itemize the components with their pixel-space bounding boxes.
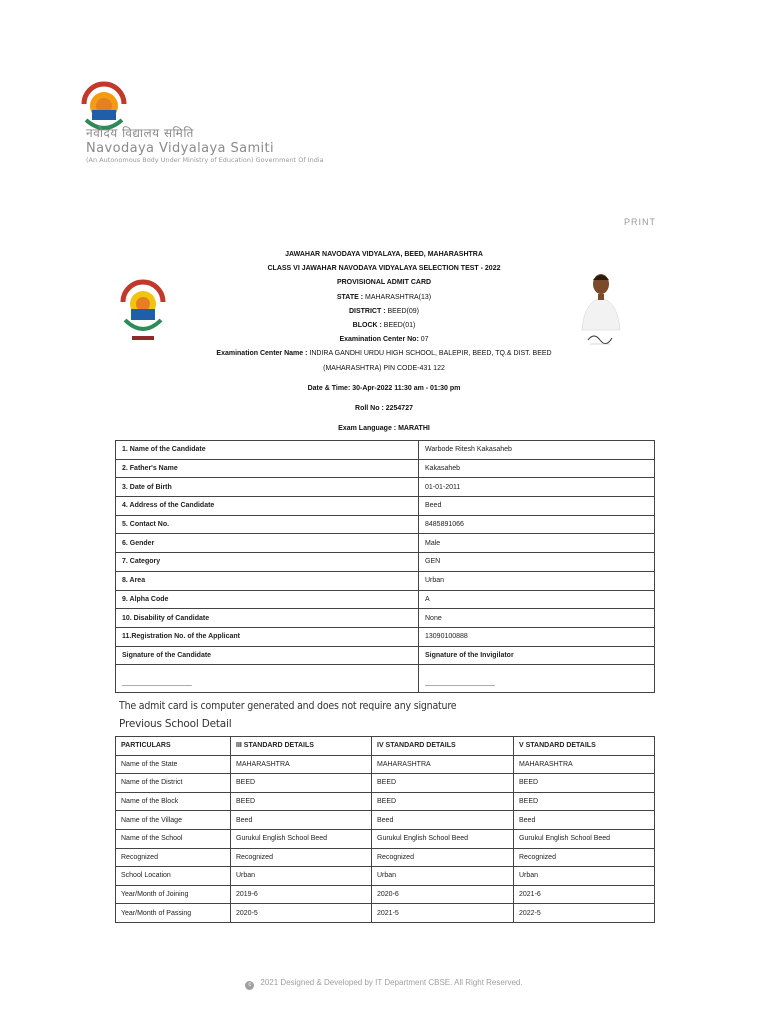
school-table-cell: 2019-6 <box>231 885 372 904</box>
school-line: JAWAHAR NAVODAYA VIDYALAYA, BEED, MAHARASHTRA <box>285 251 483 258</box>
school-table-cell: School Location <box>116 867 231 886</box>
details-label: 8. Area <box>116 571 419 590</box>
details-label: 9. Alpha Code <box>116 590 419 609</box>
footer-text: 2021 Designed & Developed by IT Department CBSE. All Right Reserved. <box>260 978 523 987</box>
computer-generated-note: The admit card is computer generated and does not require any signature <box>119 700 457 712</box>
details-value: 8485891066 <box>419 515 655 534</box>
school-table-cell: Recognized <box>514 848 655 867</box>
candidate-signature-line: ----------------------------------- <box>116 665 419 693</box>
signature-label-row <box>116 646 655 665</box>
details-row <box>116 441 655 460</box>
invigilator-signature-line: ----------------------------------- <box>419 665 655 693</box>
center-no-value: 07 <box>420 336 429 344</box>
details-value: A <box>419 590 655 609</box>
details-row <box>116 515 655 534</box>
details-row <box>116 478 655 497</box>
exam-line: CLASS VI JAWAHAR NAVODAYA VIDYALAYA SELECTION TEST - 2022 <box>267 265 501 273</box>
school-table-row <box>116 829 655 848</box>
details-label: 1. Name of the Candidate <box>116 441 419 460</box>
state-label: STATE : <box>336 293 364 301</box>
school-table-row <box>116 811 655 830</box>
school-table-cell: 2021-6 <box>514 885 655 904</box>
details-value: 13090100888 <box>419 627 655 646</box>
details-value: None <box>419 609 655 628</box>
admit-card-heading <box>110 248 658 436</box>
school-table-cell: 2020-5 <box>231 904 372 923</box>
center-no-label: Examination Center No: <box>339 336 419 344</box>
exam-language: Exam Language : MARATHI <box>338 425 430 433</box>
details-label: 7. Category <box>116 553 419 572</box>
school-table-cell: MAHARASHTRA <box>514 755 655 774</box>
district-value: BEED(09) <box>387 307 420 315</box>
print-button[interactable]: PRINT <box>624 217 656 227</box>
details-value: Urban <box>419 571 655 590</box>
school-table-header: III STANDARD DETAILS <box>231 737 372 756</box>
school-table-cell: Gurukul English School Beed <box>372 829 514 848</box>
school-table-row <box>116 755 655 774</box>
block-value: BEED(01) <box>383 322 416 330</box>
school-table-cell: 2022-5 <box>514 904 655 923</box>
school-table-cell: BEED <box>231 792 372 811</box>
details-value: Male <box>419 534 655 553</box>
school-table-cell: Beed <box>372 811 514 830</box>
center-name-value-line2: (MAHARASHTRA) PIN CODE-431 122 <box>323 364 445 372</box>
details-value: Beed <box>419 497 655 516</box>
school-table-row <box>116 848 655 867</box>
school-table-cell: Beed <box>231 811 372 830</box>
roll-number: Roll No : 2254727 <box>355 405 413 413</box>
school-table-cell: Year/Month of Joining <box>116 885 231 904</box>
copyright-icon: c <box>245 981 254 990</box>
school-table-row <box>116 904 655 923</box>
school-table-cell: Year/Month of Passing <box>116 904 231 923</box>
school-table-cell: BEED <box>372 774 514 793</box>
org-english-name: Navodaya Vidyalaya Samiti <box>86 141 275 156</box>
details-value: 01-01-2011 <box>419 478 655 497</box>
details-row <box>116 590 655 609</box>
block-label: BLOCK : <box>352 322 382 330</box>
details-row <box>116 459 655 478</box>
details-label: 5. Contact No. <box>116 515 419 534</box>
school-table-cell: Urban <box>231 867 372 886</box>
school-table-header: IV STANDARD DETAILS <box>372 737 514 756</box>
school-table-cell: Recognized <box>116 848 231 867</box>
school-table-cell: Name of the District <box>116 774 231 793</box>
signature-line-row <box>116 665 655 693</box>
previous-school-table <box>115 736 655 923</box>
details-row <box>116 497 655 516</box>
school-table-row <box>116 885 655 904</box>
school-table-cell: Gurukul English School Beed <box>514 829 655 848</box>
details-value: GEN <box>419 553 655 572</box>
details-row <box>116 571 655 590</box>
footer <box>0 978 768 990</box>
card-title: PROVISIONAL ADMIT CARD <box>336 279 432 287</box>
school-table-cell: Name of the Block <box>116 792 231 811</box>
details-label: 10. Disability of Candidate <box>116 609 419 628</box>
school-table-cell: Gurukul English School Beed <box>231 829 372 848</box>
school-table-cell: Urban <box>514 867 655 886</box>
school-table-cell: MAHARASHTRA <box>372 755 514 774</box>
details-label: 11.Registration No. of the Applicant <box>116 627 419 646</box>
school-table-cell: BEED <box>231 774 372 793</box>
candidate-details-table <box>115 440 655 693</box>
details-label: 4. Address of the Candidate <box>116 497 419 516</box>
school-table-cell: Name of the School <box>116 829 231 848</box>
details-label: 3. Date of Birth <box>116 478 419 497</box>
details-row <box>116 553 655 572</box>
details-label: 2. Father's Name <box>116 459 419 478</box>
school-table-cell: Name of the Village <box>116 811 231 830</box>
details-value: Kakasaheb <box>419 459 655 478</box>
school-table-cell: 2020-6 <box>372 885 514 904</box>
district-label: DISTRICT : <box>348 307 386 315</box>
org-hindi-name: नवोदय विद्यालय समिति <box>86 126 194 140</box>
candidate-signature-label: Signature of the Candidate <box>116 646 419 665</box>
school-table-cell: Recognized <box>231 848 372 867</box>
school-table-cell: BEED <box>514 792 655 811</box>
school-table-cell: Urban <box>372 867 514 886</box>
org-subtitle: (An Autonomous Body Under Ministry of Education) Government Of India <box>86 156 324 164</box>
school-table-cell: Recognized <box>372 848 514 867</box>
details-label: 6. Gender <box>116 534 419 553</box>
details-value: Warbode Ritesh Kakasaheb <box>419 441 655 460</box>
previous-school-title: Previous School Detail <box>119 718 232 730</box>
details-row <box>116 609 655 628</box>
school-table-header: V STANDARD DETAILS <box>514 737 655 756</box>
center-name-label: Examination Center Name : <box>216 350 308 358</box>
invigilator-signature-label: Signature of the Invigilator <box>419 646 655 665</box>
school-table-cell: BEED <box>372 792 514 811</box>
state-value: MAHARASHTRA(13) <box>365 293 432 301</box>
school-table-row <box>116 792 655 811</box>
center-name-value: INDIRA GANDHI URDU HIGH SCHOOL, BALEPIR, BEED, TQ.& DIST. BEED <box>309 350 552 358</box>
school-table-cell: Name of the State <box>116 755 231 774</box>
site-header <box>78 80 478 170</box>
school-table-row <box>116 867 655 886</box>
school-table-cell: Beed <box>514 811 655 830</box>
school-table-cell: BEED <box>514 774 655 793</box>
school-table-header: PARTICULARS <box>116 737 231 756</box>
exam-datetime: Date & Time: 30-Apr-2022 11:30 am - 01:30 pm <box>307 384 461 392</box>
school-table-cell: 2021-5 <box>372 904 514 923</box>
details-row <box>116 627 655 646</box>
school-table-row <box>116 774 655 793</box>
details-row <box>116 534 655 553</box>
school-table-cell: MAHARASHTRA <box>231 755 372 774</box>
